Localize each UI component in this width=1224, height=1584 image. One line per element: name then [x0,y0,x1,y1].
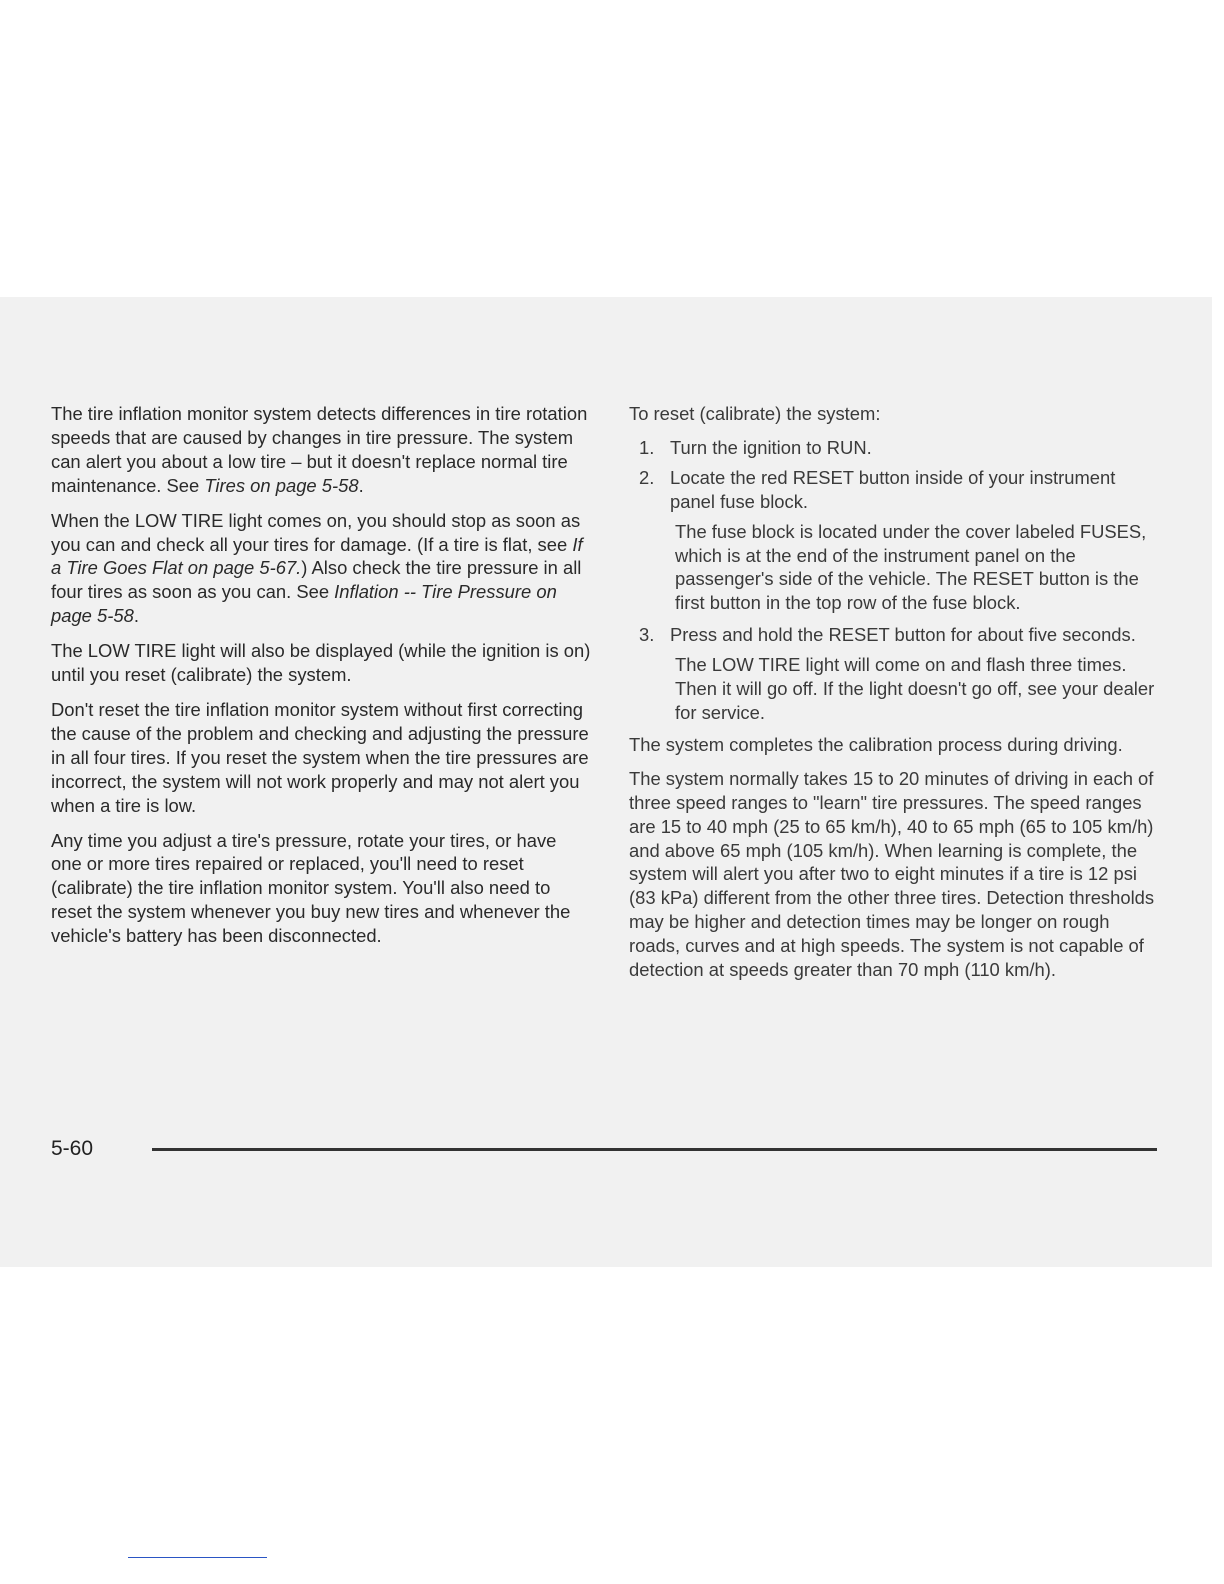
step-text: Press and hold the RESET button for about five seconds. [670,624,1136,646]
step-text: Turn the ignition to RUN. [670,436,872,458]
paragraph-tire-monitor-intro: The tire inflation monitor system detects differences in tire rotation speeds that are caused by changes in tire pressure. The system can alert you about a low tire – but it doesn't replace normal tire maintenance. See Tires on page 5-58. [51,403,588,496]
reset-intro: To reset (calibrate) the system: [629,403,881,424]
step-number: 2. [639,466,655,488]
right-column [629,402,1164,992]
paragraph-light-displayed: The LOW TIRE light will also be displayed (while the ignition is on) until you reset (calibrate) the system. [51,640,591,686]
bottom-underline [128,1557,267,1558]
link-inflation-pressure[interactable]: Inflation -- Tire Pressure on page 5-58 [51,581,557,627]
step-note: The fuse block is located under the cover labeled FUSES, which is at the end of the instrument panel on the passenger's side of the vehicle. The RESET button is the first button in the top row of the fuse block. [675,520,1147,614]
reset-step [629,466,1164,615]
step-note: The LOW TIRE light will come on and flash three times. Then it will go off. If the light doesn't go off, see your dealer for service. [675,654,1155,723]
link-tire-goes-flat[interactable]: If a Tire Goes Flat on page 5-67. [51,533,583,579]
step-text: Locate the red RESET button inside of your instrument panel fuse block. [670,466,1116,512]
paragraph-any-time: Any time you adjust a tire's pressure, rotate your tires, or have one or more tires repaired or replaced, you'll need to reset (calibrate) the tire inflation monitor system. You'll also need to reset the system whenever you buy new tires and whenever the vehicle's battery has been disconnected. [51,829,571,947]
reset-step [629,623,1164,725]
reset-steps-list [629,436,1164,725]
paragraph-learning-details: The system normally takes 15 to 20 minutes of driving in each of three speed ranges to "learn" tire pressures. The speed ranges are 15 to 40 mph (25 to 65 km/h), 40 to 65 mph (65 to 105 km/h) and above 65 mph (105 km/h). When learning is complete, the system will alert you after two to eight minutes if a tire is 12 psi (83 kPa) different from the other three tires. Detection thresholds may be higher and detection times may be longer on rough roads, curves and at high speeds. The system is not capable of detection at speeds greater than 70 mph (110 km/h). [629,767,1155,981]
paragraph-calibration-process: The system completes the calibration process during driving. [629,733,1123,755]
link-tires-page[interactable]: Tires on page 5-58 [204,474,359,496]
footer-divider [152,1148,1157,1151]
step-number: 1. [639,436,655,458]
paragraph-dont-reset: Don't reset the tire inflation monitor system without first correcting the cause of the problem and checking and adjusting the pressure in all four tires. If you reset the system when the tire pressures are incorrect, the system will not work properly and may not alert you when a tire is low. [51,698,589,816]
step-number: 3. [639,624,655,646]
paragraph-low-tire-light: When the LOW TIRE light comes on, you should stop as soon as you can and check all your tires for damage. (If a tire is flat, see If a Tire Goes Flat on page 5-67.) Also check the tire pressure in all four tires as soon as you can. See Inflation -- Tire Pressure on page 5-58. [51,509,583,627]
page-number: 5-60 [51,1137,94,1160]
reset-step [629,436,1164,460]
left-column [51,402,591,959]
